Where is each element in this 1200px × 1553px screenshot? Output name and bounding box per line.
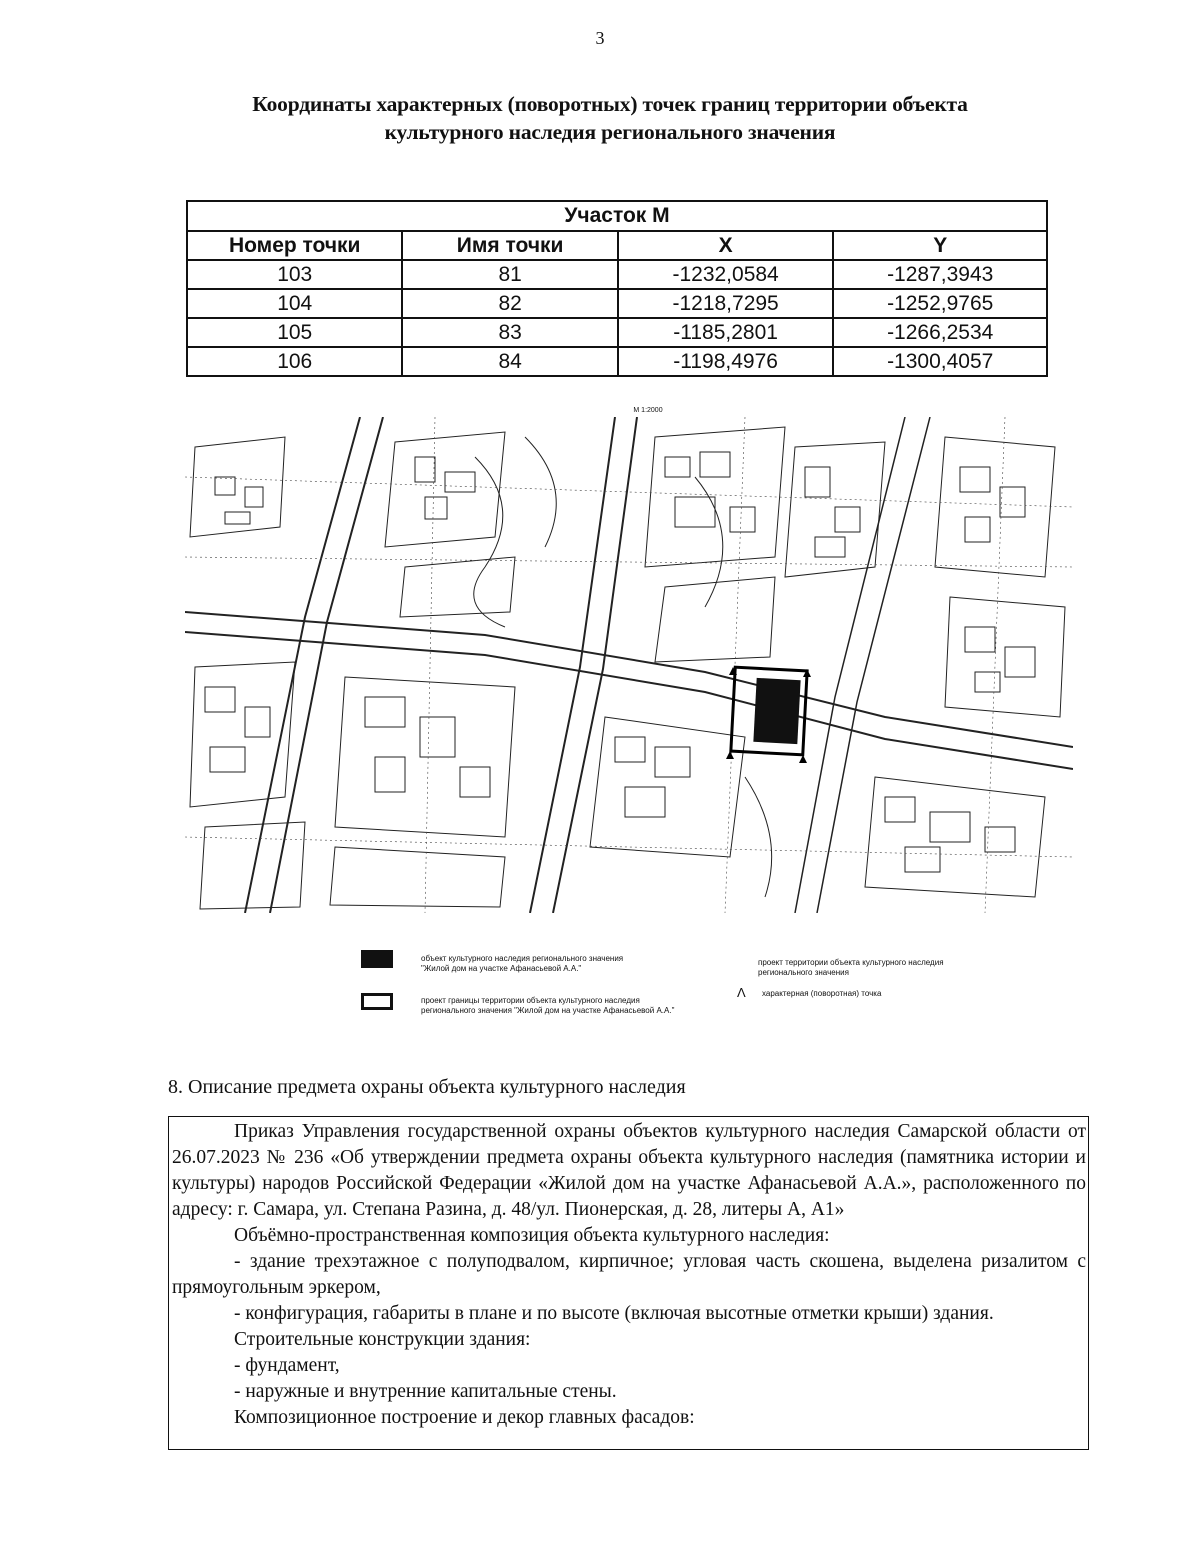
page-title: [150, 90, 1070, 146]
cell-point-name: 82: [402, 289, 617, 318]
title-line-1: Координаты характерных (поворотных) точек границ территории объекта: [252, 92, 968, 116]
cell-x: -1218,7295: [618, 289, 834, 318]
paragraph: Объёмно-пространственная композиция объекта культурного наследия:: [234, 1225, 830, 1246]
paragraph: - фундамент,: [234, 1355, 340, 1376]
map-scale-label: М 1:2000: [633, 407, 663, 414]
cell-point-number: 103: [187, 260, 402, 289]
column-header-point-number: Номер точки: [187, 231, 402, 260]
cell-point-name: 81: [402, 260, 617, 289]
paragraph: - наружные и внутренние капитальные стены.: [234, 1381, 617, 1402]
cell-x: -1232,0584: [618, 260, 834, 289]
column-header-x: X: [618, 231, 834, 260]
table-row: [187, 318, 1047, 347]
cell-point-name: 84: [402, 347, 617, 376]
coordinates-table: [186, 200, 1048, 377]
column-header-y: Y: [833, 231, 1047, 260]
paragraph: - здание трехэтажное с полуподвалом, кирпичное; угловая часть скошена, выделена ризалитом с прямоугольным эркером,: [172, 1251, 1086, 1298]
cell-x: -1185,2801: [618, 318, 834, 347]
cell-y: -1287,3943: [833, 260, 1047, 289]
cell-y: -1266,2534: [833, 318, 1047, 347]
order-paragraph: Приказ Управления государственной охраны объектов культурного наследия Самарской области от 26.07.2023 № 236 «Об утверждении предмета охраны объекта культурного наследия (памятника истории и культуры) народов Российской Федерации «Жилой дом на участке Афанасьевой А.А.», расположенного по адресу: г. Самара, ул. Степана Разина, д. 48/ул. Пионерская, д. 28, литеры А, А1»: [172, 1121, 1086, 1220]
paragraph: Строительные конструкции здания:: [234, 1329, 531, 1350]
cell-x: -1198,4976: [618, 347, 834, 376]
page-number: 3: [595, 28, 605, 48]
section-heading: 8. Описание предмета охраны объекта культурного наследия: [168, 1076, 686, 1098]
table-section-title: Участок М: [187, 201, 1047, 231]
table-row: [187, 260, 1047, 289]
paragraph: Композиционное построение и декор главных фасадов:: [234, 1407, 695, 1428]
title-line-2: культурного наследия регионального значения: [384, 120, 836, 144]
cell-y: -1300,4057: [833, 347, 1047, 376]
protection-subject-box: [168, 1116, 1089, 1450]
cell-point-number: 105: [187, 318, 402, 347]
paragraph: - конфигурация, габариты в плане и по высоте (включая высотные отметки крыши) здания.: [234, 1303, 994, 1324]
cadastral-map: [185, 417, 1073, 913]
cell-point-name: 83: [402, 318, 617, 347]
table-row: [187, 347, 1047, 376]
legend-territory-text: проект территории объекта культурного наследия регионального значения: [758, 958, 944, 977]
cell-y: -1252,9765: [833, 289, 1047, 318]
legend-point-icon: Λ: [737, 985, 746, 1000]
cell-point-number: 106: [187, 347, 402, 376]
legend-boundary-text: проект границы территории объекта культурного наследия регионального значения "Жилой дом на участке Афанасьевой А.А.": [421, 996, 675, 1015]
legend-object-text: объект культурного наследия регионального значения "Жилой дом на участке Афанасьевой А.А.": [421, 954, 624, 973]
legend-object-symbol: [361, 950, 393, 968]
legend-point-text: характерная (поворотная) точка: [762, 989, 882, 998]
legend-boundary-symbol: [361, 993, 393, 1010]
column-header-point-name: Имя точки: [402, 231, 617, 260]
table-row: [187, 289, 1047, 318]
cell-point-number: 104: [187, 289, 402, 318]
